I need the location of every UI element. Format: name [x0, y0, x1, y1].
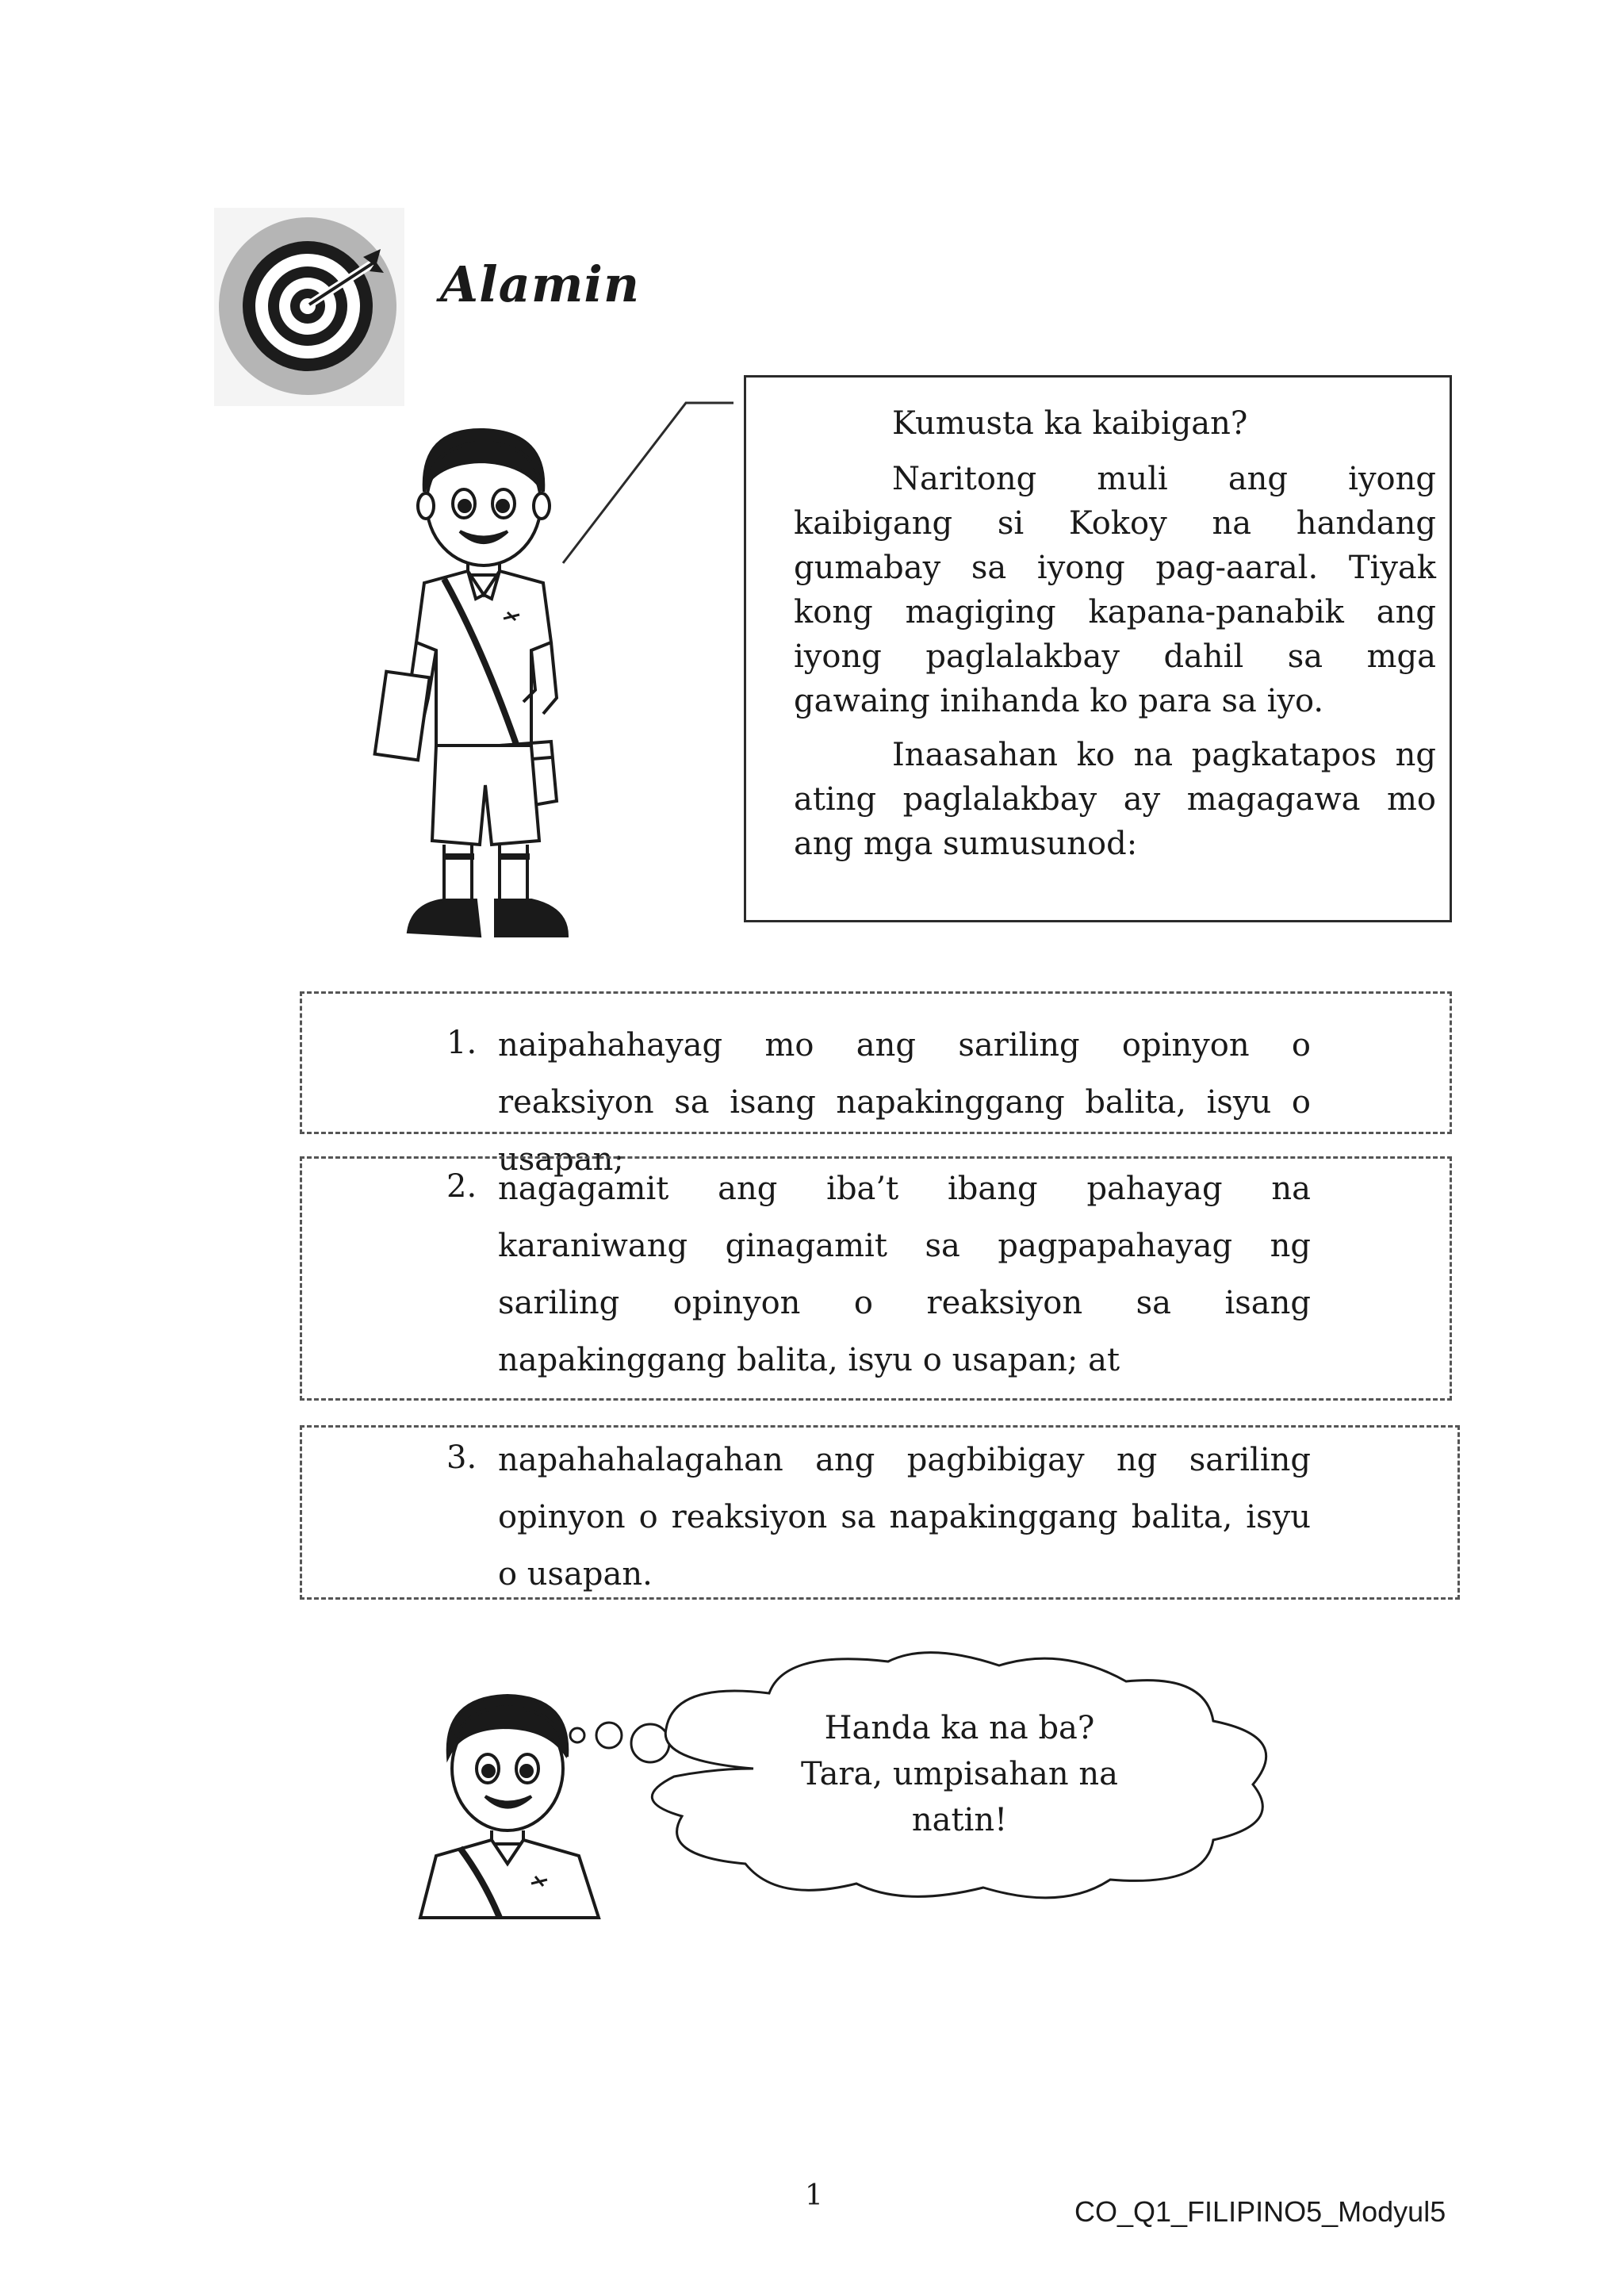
section-title: Alamin	[440, 255, 641, 313]
speech-greeting: Kumusta ka kaibigan?	[892, 405, 1248, 442]
objective-number: 1.	[446, 1025, 477, 1061]
objective-text: naipahahayag mo ang sariling opinyon o reaksiyon sa isang napakinggang balita, isyu o usapan;	[498, 1027, 1311, 1178]
speech-expectations-paragraph: Inaasahan ko na pagkatapos ng ating paglalakbay ay magagawa mo ang mga sumusunod:	[794, 737, 1436, 862]
objective-text: nagagamit ang iba’t ibang pahayag na karaniwang ginagamit sa pagpapahayag ng sariling opinyon o reaksiyon sa isang napakinggang balita, isyu o usapan; at	[498, 1171, 1311, 1378]
speech-intro-paragraph: Naritong muli ang iyong kaibigang si Kokoy na handang gumabay sa iyong pag-aaral. Tiyak kong magiging kapana-panabik ang iyong paglalakbay dahil sa mga gawaing inihanda ko para sa iyo.	[794, 461, 1436, 719]
module-code: CO_Q1_FILIPINO5_Modyul5	[1074, 2195, 1446, 2228]
target-icon	[214, 208, 404, 406]
objective-number: 2.	[446, 1168, 477, 1205]
objective-number: 3.	[446, 1439, 477, 1476]
thought-line-3: natin!	[911, 1802, 1008, 1838]
thought-line-2: Tara, umpisahan na	[801, 1756, 1118, 1792]
speech-box	[744, 375, 1452, 922]
page-number: 1	[805, 2179, 823, 2212]
objective-text: napahahalagahan ang pagbibigay ng sariling opinyon o reaksiyon sa napakinggang balita, isyu o usapan.	[498, 1442, 1311, 1593]
speech-pointer	[555, 397, 737, 571]
thought-line-1: Handa ka na ba?	[824, 1710, 1095, 1746]
thought-text	[761, 1705, 1158, 1843]
